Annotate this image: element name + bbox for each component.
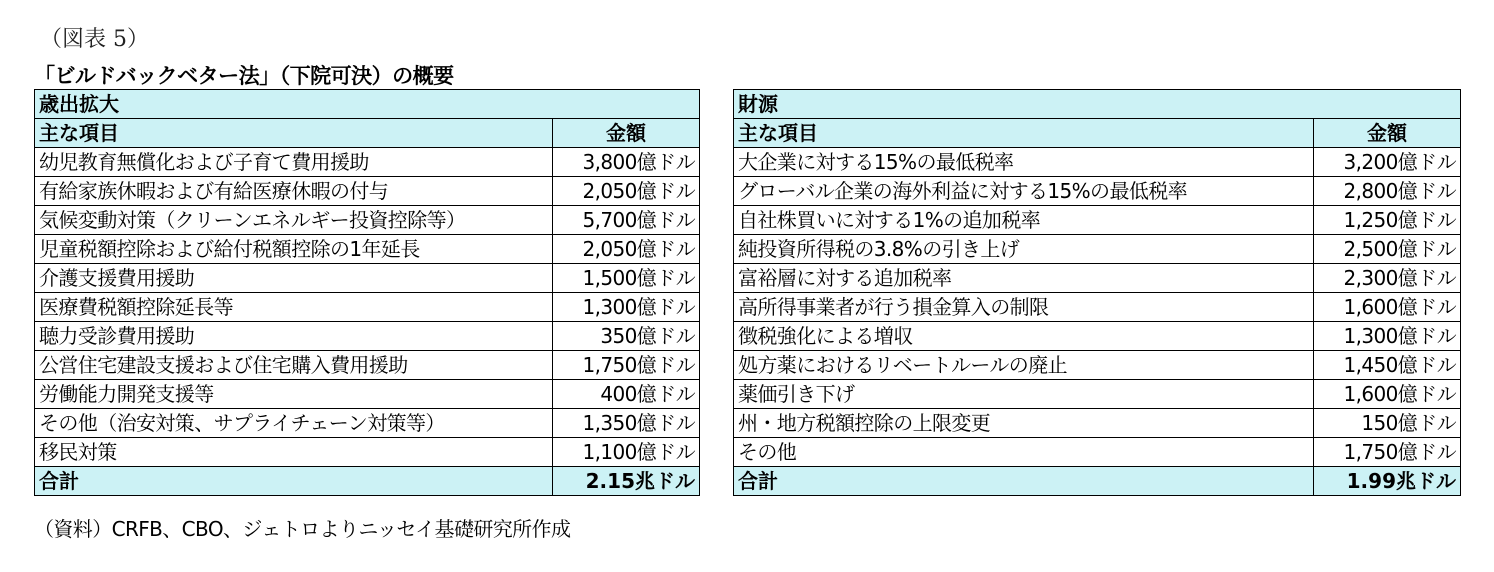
revenue-total-row [734,467,1461,496]
item-cell: 移民対策 [35,438,553,467]
table-row [734,380,1461,409]
amount-cell: 1,100億ドル [553,438,700,467]
figure-label: （図表 5） [40,27,149,52]
source-note: （資料）CRFB、CBO、ジェトロよりニッセイ基礎研究所作成 [34,517,571,541]
spending-total-row [35,467,700,496]
amount-cell: 150億ドル [1314,409,1461,438]
table-row [734,351,1461,380]
item-cell: 公営住宅建設支援および住宅購入費用援助 [35,351,553,380]
table-row [35,293,700,322]
revenue-header-row [734,119,1461,148]
spending-section-row [35,90,700,119]
table-row [734,293,1461,322]
amount-cell: 1,300億ドル [1314,322,1461,351]
table-row [35,438,700,467]
spending-table-body [35,90,700,496]
amount-cell: 5,700億ドル [553,206,700,235]
item-cell: その他 [734,438,1314,467]
amount-cell: 1,250億ドル [1314,206,1461,235]
table-row [35,380,700,409]
revenue-section-row [734,90,1461,119]
amount-cell: 2,800億ドル [1314,177,1461,206]
amount-cell: 3,800億ドル [553,148,700,177]
table-row [734,438,1461,467]
table-row [734,148,1461,177]
item-cell: 処方薬におけるリベートルールの廃止 [734,351,1314,380]
amount-cell: 3,200億ドル [1314,148,1461,177]
document-title: 「ビルドバックベター法」（下院可決）の概要 [34,64,454,88]
item-cell: 幼児教育無償化および子育て費用援助 [35,148,553,177]
amount-cell: 1,500億ドル [553,264,700,293]
table-row [734,177,1461,206]
total-label: 合計 [734,467,1314,496]
item-cell: 高所得事業者が行う損金算入の制限 [734,293,1314,322]
total-amount: 1.99兆ドル [1314,467,1461,496]
amount-cell: 1,300億ドル [553,293,700,322]
item-cell: グローバル企業の海外利益に対する15%の最低税率 [734,177,1314,206]
table-row [35,264,700,293]
revenue-col-item: 主な項目 [734,119,1314,148]
total-amount: 2.15兆ドル [553,467,700,496]
table-row [734,322,1461,351]
table-row [734,235,1461,264]
revenue-col-amount: 金額 [1314,119,1461,148]
spending-header-row [35,119,700,148]
table-row [734,206,1461,235]
spending-col-item: 主な項目 [35,119,553,148]
amount-cell: 400億ドル [553,380,700,409]
amount-cell: 1,750億ドル [1314,438,1461,467]
spending-section-label: 歳出拡大 [35,90,700,119]
item-cell: 聴力受診費用援助 [35,322,553,351]
amount-cell: 1,600億ドル [1314,380,1461,409]
item-cell: 介護支援費用援助 [35,264,553,293]
item-cell: 大企業に対する15%の最低税率 [734,148,1314,177]
table-row [734,264,1461,293]
amount-cell: 2,300億ドル [1314,264,1461,293]
revenue-table-body [734,90,1461,496]
table-row [35,177,700,206]
item-cell: 薬価引き下げ [734,380,1314,409]
item-cell: 労働能力開発支援等 [35,380,553,409]
table-row [734,409,1461,438]
item-cell: 徴税強化による増収 [734,322,1314,351]
item-cell: 純投資所得税の3.8%の引き上げ [734,235,1314,264]
amount-cell: 350億ドル [553,322,700,351]
item-cell: その他（治安対策、サプライチェーン対策等） [35,409,553,438]
item-cell: 自社株買いに対する1%の追加税率 [734,206,1314,235]
amount-cell: 1,600億ドル [1314,293,1461,322]
item-cell: 気候変動対策（クリーンエネルギー投資控除等） [35,206,553,235]
table-row [35,322,700,351]
item-cell: 児童税額控除および給付税額控除の1年延長 [35,235,553,264]
revenue-table [733,89,1461,496]
amount-cell: 2,050億ドル [553,235,700,264]
item-cell: 富裕層に対する追加税率 [734,264,1314,293]
item-cell: 有給家族休暇および有給医療休暇の付与 [35,177,553,206]
amount-cell: 1,350億ドル [553,409,700,438]
spending-col-amount: 金額 [553,119,700,148]
table-row [35,409,700,438]
amount-cell: 1,450億ドル [1314,351,1461,380]
table-row [35,235,700,264]
amount-cell: 1,750億ドル [553,351,700,380]
amount-cell: 2,500億ドル [1314,235,1461,264]
table-row [35,148,700,177]
spending-table [34,89,700,496]
total-label: 合計 [35,467,553,496]
revenue-section-label: 財源 [734,90,1461,119]
item-cell: 州・地方税額控除の上限変更 [734,409,1314,438]
amount-cell: 2,050億ドル [553,177,700,206]
item-cell: 医療費税額控除延長等 [35,293,553,322]
table-row [35,351,700,380]
table-row [35,206,700,235]
